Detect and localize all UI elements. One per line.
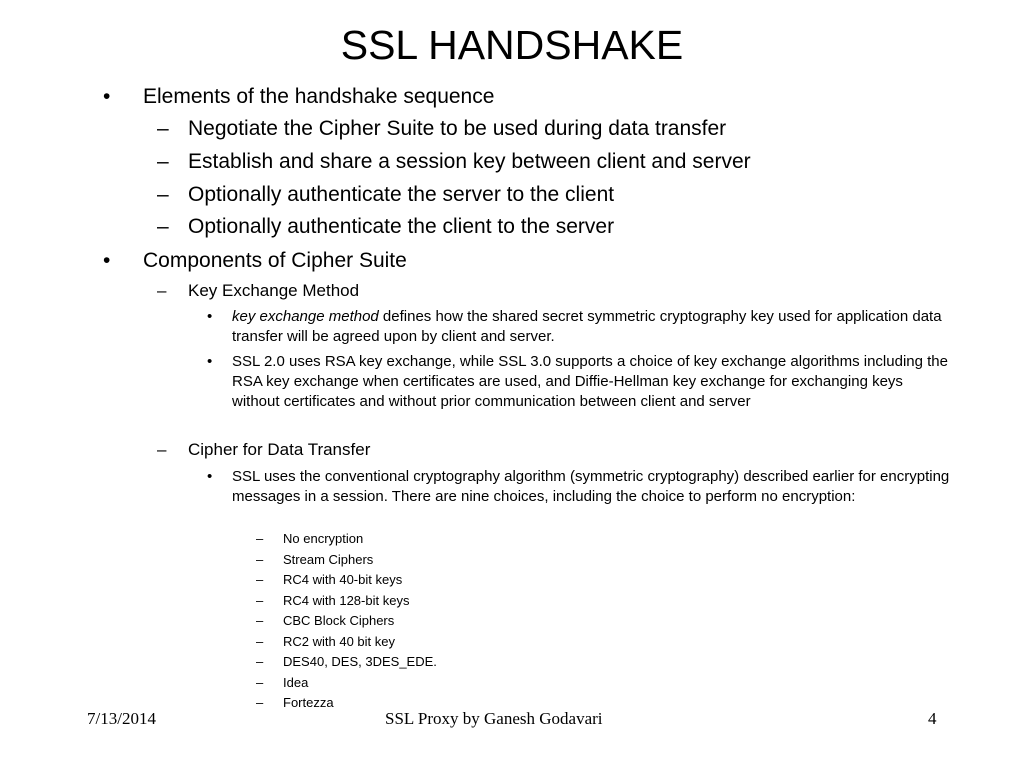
dash-icon: – <box>256 654 264 669</box>
dash-icon: – <box>157 150 169 173</box>
dash-icon: – <box>157 117 169 140</box>
cipher-choice: RC4 with 128-bit keys <box>283 593 410 608</box>
list-item: Optionally authenticate the server to the client <box>188 183 615 206</box>
dash-icon: – <box>157 215 169 238</box>
cipher-choice: CBC Block Ciphers <box>283 613 395 628</box>
page-number: 4 <box>928 709 937 728</box>
dash-icon: – <box>256 593 264 608</box>
bullet-icon: • <box>103 249 111 272</box>
cipher-choice: RC2 with 40 bit key <box>283 634 395 649</box>
cipher-choice: Idea <box>283 675 309 690</box>
bullet-icon: • <box>207 308 213 325</box>
cipher-choice: DES40, DES, 3DES_EDE. <box>283 654 437 669</box>
list-item: Negotiate the Cipher Suite to be used during data transfer <box>188 117 727 140</box>
cipher-choice: RC4 with 40-bit keys <box>283 572 403 587</box>
bullet-icon: • <box>103 85 111 108</box>
italic-term: key exchange method <box>232 308 379 325</box>
cipher-choice: No encryption <box>283 531 364 546</box>
subsection-heading: Cipher for Data Transfer <box>188 440 371 459</box>
cipher-choice: Stream Ciphers <box>283 552 374 567</box>
footer-date: 7/13/2014 <box>87 709 156 728</box>
bullet-icon: • <box>207 353 213 370</box>
paragraph-text: defines how the shared secret symmetric cryptography key used for application data transfer will be agreed upon by client and server. <box>232 308 942 345</box>
subsection-heading: Key Exchange Method <box>188 281 360 300</box>
cipher-paragraph: SSL uses the conventional cryptography algorithm (symmetric cryptography) described earlier for encrypting messages in a session. There are nine choices, including the choice to perform no encryption: <box>232 468 950 505</box>
dash-icon: – <box>256 552 264 567</box>
key-exchange-paragraph <box>232 307 952 347</box>
slide-title: SSL HANDSHAKE <box>340 22 684 68</box>
dash-icon: – <box>157 183 169 206</box>
dash-icon: – <box>256 675 264 690</box>
dash-icon: – <box>256 613 264 628</box>
dash-icon: – <box>157 440 167 459</box>
ssl-versions-paragraph: SSL 2.0 uses RSA key exchange, while SSL 3.0 supports a choice of key exchange algorithms including the RSA key exchange when certificates are used, and Diffie-Hellman key exchange for exchanging keys without certificates and without prior communication between client and server <box>232 353 948 410</box>
section-heading: Components of Cipher Suite <box>143 249 407 272</box>
dash-icon: – <box>256 634 264 649</box>
dash-icon: – <box>256 531 264 546</box>
list-item: Optionally authenticate the client to the server <box>188 215 615 238</box>
list-item: Establish and share a session key between client and server <box>188 150 751 173</box>
dash-icon: – <box>157 281 167 300</box>
dash-icon: – <box>256 572 264 587</box>
dash-icon: – <box>256 695 264 710</box>
bullet-icon: • <box>207 468 213 485</box>
cipher-choice: Fortezza <box>283 695 334 710</box>
section-heading: Elements of the handshake sequence <box>143 85 495 108</box>
footer-title: SSL Proxy by Ganesh Godavari <box>385 709 603 728</box>
